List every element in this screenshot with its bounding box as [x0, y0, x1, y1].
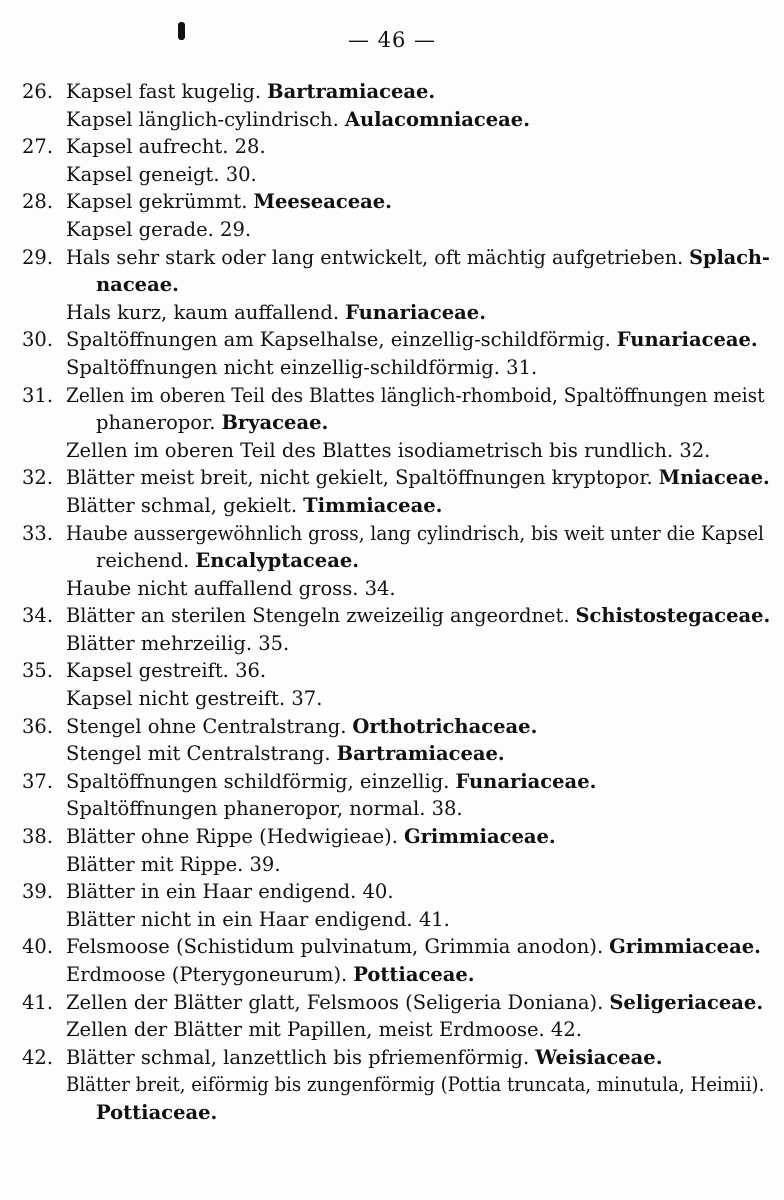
key-line [0, 1016, 784, 1044]
key-line-content [66, 713, 537, 741]
family-name: Encalyptaceae. [195, 549, 360, 573]
family-name: Grimmiaceae. [403, 825, 556, 849]
key-description: Spaltöffnungen am Kapselhalse, einzellig-schildförmig. [66, 328, 611, 352]
key-line-content [66, 823, 556, 851]
key-line [0, 354, 784, 382]
key-description: Blätter schmal, gekielt. [66, 493, 298, 517]
family-name: Orthotrichaceae. [352, 714, 538, 738]
key-line [0, 106, 784, 134]
couplet-number: 30. [22, 328, 54, 352]
key-line-content [66, 1044, 663, 1072]
key-line [0, 961, 784, 989]
family-name: Splach- [689, 245, 770, 269]
key-description: Spaltöffnungen nicht einzellig-schildförmig. 31. [66, 355, 538, 379]
key-line [0, 133, 784, 161]
family-name: Pottiaceae. [96, 1100, 218, 1124]
key-description: Spaltöffnungen schildförmig, einzellig. [66, 769, 450, 793]
key-line-content [66, 326, 758, 354]
key-line-content [66, 1016, 588, 1044]
key-line-content [66, 78, 435, 106]
key-line [0, 1071, 784, 1099]
family-name: Bartramiaceae. [267, 80, 436, 103]
key-description: Hals sehr stark oder lang entwickelt, oft mächtig aufgetrieben. [66, 245, 684, 269]
family-name: Meeseaceae. [253, 190, 392, 214]
key-line [0, 657, 784, 685]
family-name: Bryaceae. [221, 411, 329, 435]
key-line-content [66, 685, 328, 713]
key-line-content [66, 216, 257, 244]
couplet-number: 27. [22, 135, 54, 159]
key-line [0, 547, 784, 575]
key-line-content [66, 106, 530, 134]
couplet-number: 42. [22, 1045, 54, 1069]
couplet-number: 31. [22, 383, 54, 407]
family-name: Grimmiaceae. [609, 935, 761, 959]
key-line [0, 161, 784, 189]
key-line-content [66, 768, 596, 796]
key-description: Zellen im oberen Teil des Blattes isodiametrisch bis rundlich. 32. [66, 438, 711, 462]
key-line [0, 382, 784, 410]
couplet-number: 40. [22, 935, 54, 959]
key-line [0, 409, 784, 437]
key-description: Erdmoose (Pterygoneurum). [66, 963, 348, 986]
key-description: Zellen im oberen Teil des Blattes länglich-rhomboid, Spaltöffnungen meist [66, 383, 765, 407]
family-name: Aulacomniaceae. [344, 107, 531, 131]
key-line-content [66, 161, 263, 189]
key-line-content [66, 382, 770, 410]
key-description: Blätter ohne Rippe (Hedwigieae). [66, 825, 398, 849]
couplet-number: 33. [22, 521, 54, 545]
key-line-content [66, 602, 770, 630]
key-line [0, 989, 784, 1017]
key-line [0, 1044, 784, 1072]
couplet-number: 26. [22, 80, 54, 103]
page-number: — 46 — [347, 28, 437, 52]
key-line-content [66, 188, 392, 216]
couplet-number: 32. [22, 466, 54, 490]
couplet-number: 35. [22, 659, 54, 683]
key-line-content [66, 740, 505, 768]
key-description: Blätter an sterilen Stengeln zweizeilig angeordnet. [66, 604, 570, 628]
key-line-content [66, 299, 486, 327]
key-line [0, 78, 784, 106]
family-name: naceae. [96, 273, 179, 297]
key-line [0, 1099, 784, 1127]
couplet-number: 29. [22, 245, 54, 269]
key-line-content [66, 520, 770, 548]
key-description: Kapsel aufrecht. 28. [66, 135, 266, 159]
couplet-number: 38. [22, 825, 54, 849]
key-line-content [66, 795, 469, 823]
key-line [0, 437, 784, 465]
key-line-content [66, 575, 402, 603]
key-line [0, 216, 784, 244]
family-name: Funariaceae. [616, 328, 758, 352]
key-line-content [66, 851, 287, 879]
key-description: Zellen der Blätter glatt, Felsmoos (Seligeria Doniana). [66, 990, 604, 1014]
key-description: Stengel ohne Centralstrang. [66, 714, 347, 738]
key-line-content [66, 657, 272, 685]
key-description: Kapsel geneigt. 30. [66, 162, 257, 186]
key-description: reichend. [96, 549, 190, 573]
key-description: Blätter in ein Haar endigend. 40. [66, 880, 394, 904]
key-line [0, 271, 784, 299]
key-description: phaneropor. [96, 411, 216, 435]
key-line [0, 878, 784, 906]
key-description: Blätter meist breit, nicht gekielt, Spaltöffnungen kryptopor. [66, 466, 653, 490]
key-line-content [96, 271, 179, 299]
key-line-content [66, 492, 442, 520]
key-line-content [66, 961, 475, 989]
family-name: Weisiaceae. [535, 1045, 663, 1069]
key-line [0, 575, 784, 603]
key-line-content [96, 547, 359, 575]
key-line [0, 906, 784, 934]
key-description: Haube nicht auffallend gross. 34. [66, 576, 396, 600]
key-line [0, 630, 784, 658]
key-description: Stengel mit Centralstrang. [66, 742, 331, 766]
family-name: Funariaceae. [345, 300, 486, 324]
key-line [0, 492, 784, 520]
couplet-number: 37. [22, 769, 54, 793]
key-line [0, 851, 784, 879]
key-line-content [66, 630, 295, 658]
key-line-content [66, 354, 543, 382]
key-description: Hals kurz, kaum auffallend. [66, 300, 340, 324]
key-description: Blätter mit Rippe. 39. [66, 852, 281, 876]
key-line [0, 326, 784, 354]
key-line-content [66, 464, 770, 492]
key-line-content [66, 244, 770, 272]
key-description: Kapsel länglich-cylindrisch. [66, 107, 339, 131]
key-description: Spaltöffnungen phaneropor, normal. 38. [66, 797, 463, 821]
key-line [0, 602, 784, 630]
key-line [0, 244, 784, 272]
key-line-content [66, 878, 400, 906]
key-line-content [66, 906, 456, 934]
couplet-number: 39. [22, 880, 54, 904]
family-name: Bartramiaceae. [336, 742, 505, 766]
couplet-number: 28. [22, 190, 54, 214]
key-line [0, 823, 784, 851]
key-line [0, 795, 784, 823]
family-name: Schistostegaceae. [575, 604, 771, 628]
key-line-content [66, 989, 763, 1017]
key-description: Zellen der Blätter mit Papillen, meist Erdmoose. 42. [66, 1018, 582, 1042]
key-description: Blätter nicht in ein Haar endigend. 41. [66, 907, 450, 931]
key-line [0, 768, 784, 796]
key-description: Felsmoose (Schistidum pulvinatum, Grimmia anodon). [66, 935, 604, 959]
family-name: Mniaceae. [658, 466, 770, 490]
couplet-number: 34. [22, 604, 54, 628]
key-description: Blätter breit, eiförmig bis zungenförmig (Pottia truncata, minutula, Heimii). [66, 1073, 765, 1097]
key-description: Kapsel gerade. 29. [66, 217, 252, 241]
key-description: Blätter schmal, lanzettlich bis pfriemenförmig. [66, 1045, 530, 1069]
key-description: Blätter mehrzeilig. 35. [66, 631, 290, 655]
key-description: Kapsel gestreift. 36. [66, 659, 267, 683]
key-line [0, 464, 784, 492]
key-description: Haube aussergewöhnlich gross, lang cylindrisch, bis weit unter die Kapsel [66, 521, 764, 545]
key-entries [0, 78, 784, 1127]
family-name: Timmiaceae. [303, 493, 443, 517]
couplet-number: 41. [22, 990, 54, 1014]
key-line-content [96, 409, 328, 437]
key-description: Kapsel fast kugelig. [66, 80, 262, 103]
key-description: Kapsel gekrümmt. [66, 190, 248, 214]
key-line [0, 740, 784, 768]
key-line [0, 520, 784, 548]
key-line-content [66, 933, 761, 961]
key-line-content [66, 437, 716, 465]
key-line-content [66, 1071, 770, 1099]
family-name: Funariaceae. [455, 769, 597, 793]
key-line [0, 685, 784, 713]
key-line [0, 933, 784, 961]
key-line [0, 299, 784, 327]
key-line-content [66, 133, 272, 161]
key-description: Kapsel nicht gestreift. 37. [66, 687, 323, 711]
key-line-content [96, 1099, 217, 1127]
key-line [0, 188, 784, 216]
family-name: Pottiaceae. [353, 963, 475, 986]
couplet-number: 36. [22, 714, 54, 738]
key-line [0, 713, 784, 741]
family-name: Seligeriaceae. [609, 990, 764, 1014]
